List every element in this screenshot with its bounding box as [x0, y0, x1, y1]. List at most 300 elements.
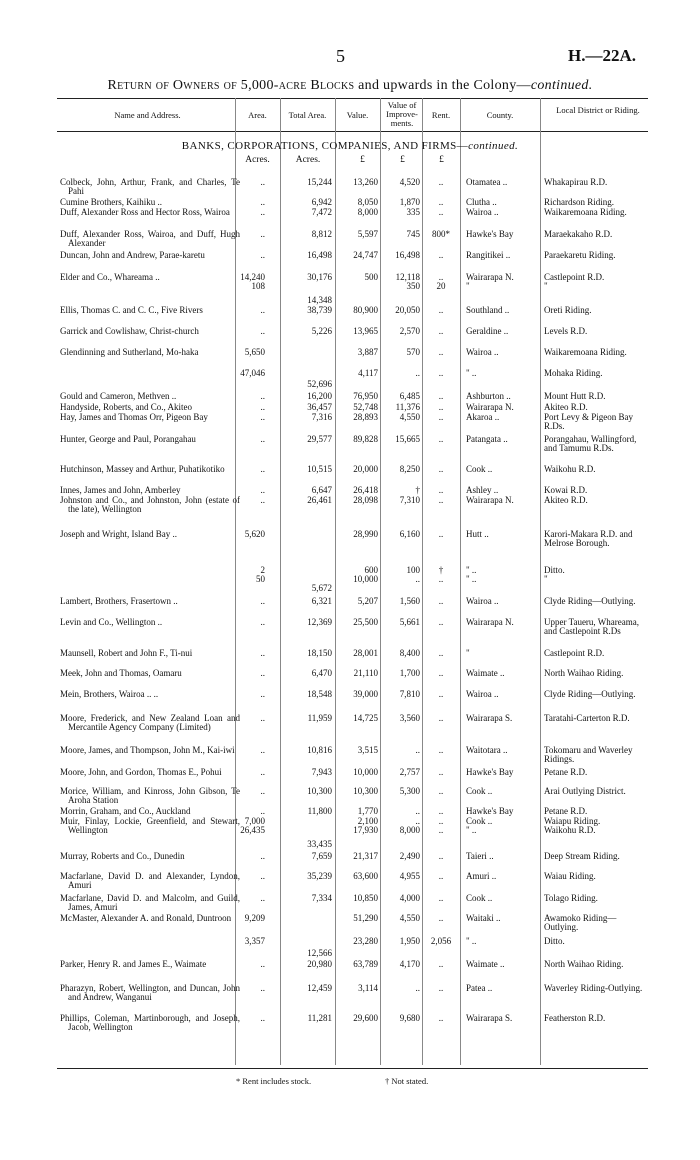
cell-total: 10,816: [307, 745, 332, 755]
cell-total: 12,566: [307, 948, 332, 958]
cell-district: Kowai R.D.: [544, 485, 588, 495]
cell-impr: ..: [415, 368, 420, 378]
cell-value: 20,000: [353, 464, 378, 474]
cell-name: Duncan, John and Andrew, Parae-karetu: [60, 250, 205, 260]
cell-county: Waitotara ..: [466, 745, 508, 755]
cell-acres: ..: [260, 229, 265, 239]
cell-total: 7,316: [311, 412, 332, 422]
cell-rent: ..: [438, 983, 444, 993]
cell-name: Mein, Brothers, Wairoa .. ..: [60, 689, 159, 699]
cell-rent: 800*: [432, 229, 450, 239]
cell-acres: ..: [260, 893, 265, 903]
cell-impr: 5,661: [399, 617, 420, 627]
cell-impr: 4,955: [399, 871, 420, 881]
cell-value: 8,000: [357, 207, 378, 217]
cell-acres: ..: [260, 495, 265, 505]
footnote-rent: * Rent includes stock.: [236, 1076, 312, 1086]
page-title: [0, 78, 700, 94]
cell-name: Garrick and Cowlishaw, Christ-church: [60, 326, 199, 336]
cell-county: Wairoa ..: [466, 347, 499, 357]
unit-value: £: [360, 155, 365, 165]
cell-name: Levin and Co., Wellington ..: [60, 617, 163, 627]
cell-county: Wairarapa S.: [466, 1013, 513, 1023]
cell-county: Waimate ..: [466, 668, 505, 678]
cell-rent: ..: [438, 1013, 444, 1023]
cell-rent: ..: [438, 434, 444, 444]
cell-name: Pharazyn, Robert, Wellington, and Duncan, John and Andrew, Wanganui: [60, 983, 240, 1002]
cell-district: Awamoko Riding—Outlying.: [544, 913, 617, 932]
cell-value: 10,300: [353, 786, 378, 796]
cell-name: Murray, Roberts and Co., Dunedin: [60, 851, 185, 861]
cell-name: Muir, Finlay, Lockie, Greenfield, and Stewart, Wellington: [60, 816, 240, 835]
cell-total: 5,672: [311, 583, 332, 593]
cell-total: 30,176: [307, 272, 332, 282]
cell-county: Cook .. " ..: [466, 816, 493, 835]
cell-rent: ..: [438, 767, 444, 777]
cell-name: Glendinning and Sutherland, Mo-haka: [60, 347, 199, 357]
cell-rent: ..: [438, 851, 444, 861]
cell-district: Waikaremoana Riding.: [544, 207, 627, 217]
cell-value: 13,260: [353, 177, 378, 187]
header-top-rule: [57, 98, 648, 99]
cell-county: Waimate ..: [466, 959, 505, 969]
cell-district: Port Levy & Pigeon Bay R.Ds.: [544, 412, 633, 431]
cell-district: Tolago Riding.: [544, 893, 598, 903]
cell-impr: 7,310: [399, 495, 420, 505]
cell-district: Levels R.D.: [544, 326, 588, 336]
cell-district: Clyde Riding—Outlying.: [544, 689, 636, 699]
cell-value: 52,748: [353, 402, 378, 412]
cell-total: 6,470: [311, 668, 332, 678]
cell-rent: ..: [438, 305, 444, 315]
cell-total: 10,300: [307, 786, 332, 796]
cell-impr: 16,498: [395, 250, 420, 260]
cell-impr: 2,490: [399, 851, 420, 861]
cell-acres: ..: [260, 851, 265, 861]
col-divider: [280, 98, 281, 1065]
cell-total: 12,459: [307, 983, 332, 993]
cell-acres: 7,000 26,435: [240, 816, 265, 835]
cell-acres: ..: [260, 871, 265, 881]
cell-impr: 4,000: [399, 893, 420, 903]
cell-district: North Waihao Riding.: [544, 668, 624, 678]
cell-acres: ..: [260, 617, 265, 627]
cell-acres: ..: [260, 668, 265, 678]
cell-value: 28,893: [353, 412, 378, 422]
cell-total: 26,461: [307, 495, 332, 505]
cell-impr: 1,560: [399, 596, 420, 606]
cell-district: Akiteo R.D.: [544, 495, 588, 505]
cell-rent: ..: [438, 871, 444, 881]
section-heading: [0, 140, 700, 152]
cell-total: 35,239: [307, 871, 332, 881]
cell-value: 25,500: [353, 617, 378, 627]
cell-total: 7,943: [311, 767, 332, 777]
cell-impr: 570: [406, 347, 420, 357]
cell-rent: ..: [438, 913, 444, 923]
cell-value: 76,950: [353, 391, 378, 401]
cell-name: Elder and Co., Whareama ..: [60, 272, 160, 282]
cell-name: Duff, Alexander Ross, Wairoa, and Duff, Hugh Alexander: [60, 229, 240, 248]
cell-name: Gould and Cameron, Methven ..: [60, 391, 177, 401]
cell-acres: ..: [260, 485, 265, 495]
cell-value: 3,515: [357, 745, 378, 755]
cell-rent: ..: [438, 668, 444, 678]
cell-total: 5,226: [311, 326, 332, 336]
cell-rent: ..: [438, 648, 444, 658]
cell-acres: 47,046: [240, 368, 265, 378]
cell-county: Akaroa ..: [466, 412, 500, 422]
cell-value: 600 10,000: [353, 565, 378, 584]
cell-value: 10,000: [353, 767, 378, 777]
cell-total: 20,980: [307, 959, 332, 969]
cell-impr: 8,250: [399, 464, 420, 474]
cell-impr: ..: [415, 983, 420, 993]
cell-value: 2,100 17,930: [353, 816, 378, 835]
cell-rent: ..: [438, 402, 444, 412]
cell-name: Joseph and Wright, Island Bay ..: [60, 529, 177, 539]
cell-impr: 12,118 350: [395, 272, 420, 291]
cell-county: Amuri ..: [466, 871, 497, 881]
cell-acres: 5,620: [244, 529, 265, 539]
cell-county: Hawke's Bay: [466, 229, 514, 239]
cell-acres: ..: [260, 305, 265, 315]
col-divider: [335, 98, 336, 1065]
cell-impr: .. 8,000: [399, 816, 420, 835]
cell-county: ": [466, 648, 470, 658]
cell-name: Johnston and Co., and Johnston, John (estate of the late), Wellington: [60, 495, 240, 514]
cell-acres: 9,209: [244, 913, 265, 923]
cell-acres: ..: [260, 713, 265, 723]
cell-district: Porangahau, Wallingford, and Tamumu R.Ds.: [544, 434, 637, 453]
cell-district: Petane R.D.: [544, 767, 588, 777]
cell-value: 3,114: [358, 983, 378, 993]
cell-total: 6,647: [311, 485, 332, 495]
cell-value: 63,600: [353, 871, 378, 881]
cell-impr: 745: [406, 229, 420, 239]
cell-county: Cook ..: [466, 893, 493, 903]
cell-total: 7,334: [311, 893, 332, 903]
document-reference: H.—22A.: [568, 46, 636, 65]
cell-district: Upper Taueru, Whareama, and Castlepoint R.Ds: [544, 617, 639, 636]
cell-name: Maunsell, Robert and John F., Ti-nui: [60, 648, 193, 658]
cell-county: Geraldine ..: [466, 326, 509, 336]
cell-acres: ..: [260, 767, 265, 777]
cell-value: 4,117: [358, 368, 378, 378]
cell-name: Macfarlane, David D. and Alexander, Lyndon, Amuri: [60, 871, 240, 890]
cell-total: 6,942: [311, 197, 332, 207]
cell-county: Patangata ..: [466, 434, 508, 444]
cell-rent: ..: [438, 745, 444, 755]
cell-acres: ..: [260, 983, 265, 993]
cell-acres: ..: [260, 959, 265, 969]
cell-district: Clyde Riding—Outlying.: [544, 596, 636, 606]
cell-total: 33,435: [307, 839, 332, 849]
cell-name: Morrin, Graham, and Co., Auckland: [60, 806, 191, 816]
cell-rent: 2,056: [430, 936, 452, 946]
cell-impr: 2,570: [399, 326, 420, 336]
cell-impr: 15,665: [395, 434, 420, 444]
cell-impr: †: [415, 485, 420, 495]
cell-value: 21,110: [353, 668, 378, 678]
cell-impr: 335: [406, 207, 420, 217]
unit-improvements: £: [400, 155, 405, 165]
cell-rent: ..: [438, 250, 444, 260]
cell-name: Cumine Brothers, Kaihiku ..: [60, 197, 162, 207]
col-divider: [460, 98, 461, 1065]
cell-county: Waitaki ..: [466, 913, 501, 923]
col-divider: [380, 98, 381, 1065]
unit-total-acres: Acres.: [295, 155, 321, 165]
cell-county: Wairarapa N.: [466, 617, 514, 627]
cell-acres: ..: [260, 1013, 265, 1023]
column-header-value: Value.: [346, 110, 369, 120]
column-header-county: County.: [486, 110, 514, 120]
cell-total: 29,577: [307, 434, 332, 444]
cell-impr: 5,300: [399, 786, 420, 796]
unit-acres: Acres.: [245, 155, 270, 165]
cell-rent: ..: [438, 596, 444, 606]
cell-value: 5,207: [357, 596, 378, 606]
cell-rent: ..: [438, 347, 444, 357]
cell-name: Duff, Alexander Ross and Hector Ross, Wairoa: [60, 207, 230, 217]
cell-value: 28,001: [353, 648, 378, 658]
cell-acres: ..: [260, 197, 265, 207]
cell-value: 23,280: [353, 936, 378, 946]
cell-value: 1,770: [357, 806, 378, 816]
cell-district: Maraekakaho R.D.: [544, 229, 613, 239]
cell-acres: 14,240 108: [240, 272, 265, 291]
cell-county: Clutha ..: [466, 197, 497, 207]
cell-total: 7,659: [311, 851, 332, 861]
title-prefix: Return of Owners of 5,000-acre Blocks: [107, 78, 355, 93]
cell-district: Waiapu Riding. Waikohu R.D.: [544, 816, 601, 835]
cell-impr: 11,376: [395, 402, 420, 412]
cell-value: 29,600: [353, 1013, 378, 1023]
cell-district: Paraekaretu Riding.: [544, 250, 616, 260]
cell-total: 6,321: [311, 596, 332, 606]
cell-rent: ..: [438, 713, 444, 723]
cell-name: Lambert, Brothers, Frasertown ..: [60, 596, 178, 606]
cell-name: Moore, John, and Gordon, Thomas E., Pohui: [60, 767, 222, 777]
cell-value: 39,000: [353, 689, 378, 699]
cell-rent: ..: [438, 959, 444, 969]
cell-total: 52,696: [307, 379, 332, 389]
cell-value: 28,098: [353, 495, 378, 505]
cell-district: Taratahi-Carterton R.D.: [544, 713, 630, 723]
cell-county: Wairoa ..: [466, 689, 499, 699]
cell-total: 36,457: [307, 402, 332, 412]
cell-value: 8,050: [357, 197, 378, 207]
cell-name: Ellis, Thomas C. and C. C., Five Rivers: [60, 305, 203, 315]
cell-county: Hawke's Bay: [466, 806, 514, 816]
cell-district: Tokomaru and Waverley Ridings.: [544, 745, 633, 764]
cell-total: 18,150: [307, 648, 332, 658]
cell-value: 51,290: [353, 913, 378, 923]
cell-acres: 3,357: [244, 936, 265, 946]
cell-name: Morice, William, and Kinross, John Gibson, Te Aroha Station: [60, 786, 240, 805]
title-middle: and upwards in the Colony—: [354, 78, 531, 93]
cell-value: 3,887: [357, 347, 378, 357]
cell-acres: ..: [260, 806, 265, 816]
cell-acres: ..: [260, 434, 265, 444]
cell-name: Macfarlane, David D. and Malcolm, and Guild, James, Amuri: [60, 893, 240, 912]
column-header-total-area: Total Area.: [288, 110, 327, 120]
cell-total: 38,739: [307, 305, 332, 315]
cell-name: Handyside, Roberts, and Co., Akiteo: [60, 402, 192, 412]
cell-name: Moore, James, and Thompson, John M., Kai-iwi: [60, 745, 235, 755]
cell-county: Wairarapa N.: [466, 402, 514, 412]
cell-impr: 6,160: [399, 529, 420, 539]
cell-rent: ..: [438, 786, 444, 796]
section-title-italic: continued.: [468, 140, 519, 152]
cell-impr: 1,700: [399, 668, 420, 678]
cell-total: 8,812: [311, 229, 332, 239]
cell-total: 16,200: [307, 391, 332, 401]
cell-acres: 2 50: [256, 565, 265, 584]
cell-district: Karori-Makara R.D. and Melrose Borough.: [544, 529, 633, 548]
cell-name: Hunter, George and Paul, Porangahau: [60, 434, 196, 444]
cell-total: 11,281: [307, 1013, 332, 1023]
cell-district: Waverley Riding-Outlying.: [544, 983, 643, 993]
cell-county: " ..: [466, 936, 477, 946]
cell-impr: 1,870: [399, 197, 420, 207]
cell-impr: 6,485: [399, 391, 420, 401]
cell-value: 500: [364, 272, 378, 282]
title-suffix: continued.: [530, 78, 593, 93]
column-header-name: Name and Address.: [114, 110, 181, 120]
cell-rent: ..: [438, 485, 444, 495]
cell-value: 13,965: [353, 326, 378, 336]
cell-county: Ashley ..: [466, 485, 499, 495]
cell-impr: 2,757: [399, 767, 420, 777]
cell-acres: ..: [260, 464, 265, 474]
cell-rent: ..: [438, 326, 444, 336]
footnote-not-stated: † Not stated.: [385, 1076, 429, 1086]
cell-name: Innes, James and John, Amberley: [60, 485, 181, 495]
cell-name: McMaster, Alexander A. and Ronald, Duntroon: [60, 913, 232, 923]
cell-rent: ..: [438, 177, 444, 187]
cell-rent: ..: [438, 893, 444, 903]
cell-district: Richardson Riding.: [544, 197, 614, 207]
cell-district: Ditto. ": [544, 565, 565, 584]
cell-total: 14,348: [307, 295, 332, 305]
cell-district: North Waihao Riding.: [544, 959, 624, 969]
cell-district: Mount Hutt R.D.: [544, 391, 606, 401]
cell-county: Hawke's Bay: [466, 767, 514, 777]
cell-district: Petane R.D.: [544, 806, 588, 816]
cell-rent: .. ..: [438, 816, 444, 835]
cell-county: " ..: [466, 368, 477, 378]
cell-total: 12,369: [307, 617, 332, 627]
cell-acres: ..: [260, 250, 265, 260]
cell-district: Castlepoint R.D.: [544, 648, 605, 658]
cell-total: 7,472: [311, 207, 332, 217]
cell-impr: 4,550: [399, 913, 420, 923]
cell-impr: 7,810: [399, 689, 420, 699]
cell-value: 80,900: [353, 305, 378, 315]
header-bottom-rule: [57, 131, 648, 132]
cell-impr: 9,680: [399, 1013, 420, 1023]
cell-district: Waikaremoana Riding.: [544, 347, 627, 357]
cell-county: Wairarapa N.: [466, 495, 514, 505]
cell-acres: ..: [260, 207, 265, 217]
cell-impr: 4,170: [399, 959, 420, 969]
cell-rent: † ..: [438, 565, 444, 584]
cell-county: Rangitikei ..: [466, 250, 511, 260]
cell-name: Hutchinson, Massey and Arthur, Puhatikotiko: [60, 464, 225, 474]
cell-county: " .. " ..: [466, 565, 477, 584]
cell-rent: ..: [438, 464, 444, 474]
cell-name: Colbeck, John, Arthur, Frank, and Charles, Te Pahi: [60, 177, 240, 196]
cell-district: Ditto.: [544, 936, 565, 946]
cell-rent: ..: [438, 689, 444, 699]
cell-impr: 20,050: [395, 305, 420, 315]
cell-acres: 5,650: [244, 347, 265, 357]
cell-value: 28,990: [353, 529, 378, 539]
cell-acres: ..: [260, 177, 265, 187]
col-divider: [540, 98, 541, 1065]
cell-district: Akiteo R.D.: [544, 402, 588, 412]
section-title: BANKS, CORPORATIONS, COMPANIES, AND FIRMS—: [181, 140, 469, 152]
cell-county: Cook ..: [466, 786, 493, 796]
cell-total: 10,515: [307, 464, 332, 474]
cell-acres: ..: [260, 326, 265, 336]
cell-acres: ..: [260, 648, 265, 658]
cell-rent: ..: [438, 806, 444, 816]
cell-county: Wairoa ..: [466, 596, 499, 606]
cell-value: 14,725: [353, 713, 378, 723]
cell-rent: ..: [438, 207, 444, 217]
cell-impr: 1,950: [399, 936, 420, 946]
cell-county: Wairarapa N. ": [466, 272, 514, 291]
column-header-area: Area.: [248, 110, 267, 120]
cell-acres: ..: [260, 596, 265, 606]
cell-rent: ..: [438, 412, 444, 422]
cell-county: Wairarapa S.: [466, 713, 513, 723]
cell-county: Southland ..: [466, 305, 510, 315]
unit-rent: £: [439, 155, 444, 165]
cell-county: Otamatea ..: [466, 177, 508, 187]
cell-county: Cook ..: [466, 464, 493, 474]
cell-impr: 4,520: [399, 177, 420, 187]
cell-acres: ..: [260, 689, 265, 699]
column-header-improvements: Value of Improve-ments.: [386, 100, 418, 128]
cell-acres: ..: [260, 391, 265, 401]
cell-rent: ..: [438, 197, 444, 207]
cell-county: Patea ..: [466, 983, 493, 993]
column-header-rent: Rent.: [431, 110, 451, 120]
cell-name: Meek, John and Thomas, Oamaru: [60, 668, 182, 678]
cell-total: 11,959: [307, 713, 332, 723]
cell-impr: 100 ..: [406, 565, 420, 584]
cell-county: Taieri ..: [466, 851, 494, 861]
cell-impr: 3,560: [399, 713, 420, 723]
cell-rent: .. 20: [436, 272, 446, 291]
cell-rent: ..: [438, 368, 444, 378]
cell-rent: ..: [438, 391, 444, 401]
cell-value: 21,317: [353, 851, 378, 861]
cell-acres: ..: [260, 745, 265, 755]
cell-impr: ..: [415, 806, 420, 816]
cell-total: 16,498: [307, 250, 332, 260]
cell-district: Mohaka Riding.: [544, 368, 603, 378]
cell-value: 5,597: [357, 229, 378, 239]
cell-rent: ..: [438, 529, 444, 539]
column-header-district: Local District or Riding.: [556, 105, 640, 115]
cell-district: Deep Stream Riding.: [544, 851, 620, 861]
cell-district: Waiau Riding.: [544, 871, 596, 881]
